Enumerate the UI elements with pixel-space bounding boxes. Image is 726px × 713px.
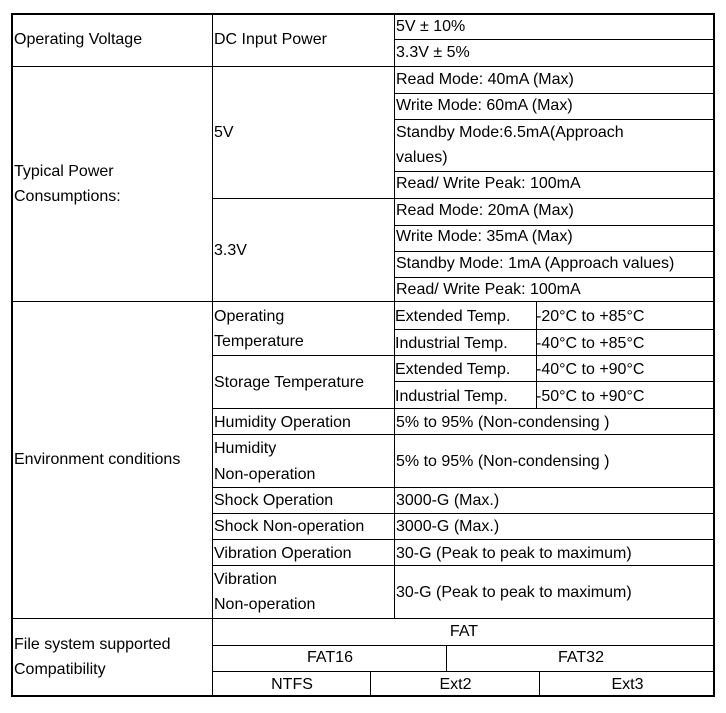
st-extended-temp-label: Extended Temp. [395, 361, 511, 378]
fs-ntfs: NTFS [271, 676, 313, 693]
power-3v3-label: 3.3V [214, 242, 247, 259]
power-3v3-standby: Standby Mode: 1mA (Approach values) [396, 255, 675, 272]
power-3v3-peak: Read/ Write Peak: 100mA [396, 281, 581, 298]
vibration-non-operation-line2: Non-operation [214, 596, 316, 613]
power-3v3-write: Write Mode: 35mA (Max) [396, 228, 573, 245]
operating-temp-line2: Temperature [214, 333, 304, 350]
fs-ext2: Ext2 [439, 676, 472, 693]
fs-fat: FAT [449, 623, 479, 640]
op-industrial-temp-value: -40°C to +85°C [536, 335, 645, 352]
environment-label: Environment conditions [14, 451, 181, 468]
op-industrial-temp-label: Industrial Temp. [395, 335, 508, 352]
filesystem-label-line1: File system supported [14, 636, 171, 653]
operating-temp-line1: Operating [214, 308, 285, 325]
vibration-operation-label: Vibration Operation [214, 545, 352, 562]
power-5v-standby-line2: values) [396, 149, 448, 166]
power-5v-label: 5V [214, 124, 234, 141]
power-label-line1: Typical Power [14, 163, 114, 180]
vibration-non-operation-value: 30-G (Peak to peak to maximum) [396, 584, 632, 601]
humidity-non-operation-line2: Non-operation [214, 466, 316, 483]
power-label-line2: Consumptions: [14, 188, 121, 205]
dc-input-power-label: DC Input Power [214, 31, 327, 48]
vibration-operation-value: 30-G (Peak to peak to maximum) [396, 545, 632, 562]
filesystem-label-line2: Compatibility [14, 661, 106, 678]
shock-non-operation-value: 3000-G (Max.) [396, 518, 500, 535]
op-extended-temp-label: Extended Temp. [395, 308, 511, 325]
spec-table [11, 13, 715, 697]
humidity-operation-value: 5% to 95% (Non-condensing ) [396, 414, 610, 431]
st-extended-temp-value: -40°C to +90°C [536, 361, 645, 378]
shock-operation-label: Shock Operation [214, 492, 334, 509]
vibration-non-operation-line1: Vibration [214, 571, 277, 588]
storage-temp-label: Storage Temperature [214, 374, 365, 391]
st-industrial-temp-value: -50°C to +90°C [536, 388, 645, 405]
power-5v-read: Read Mode: 40mA (Max) [396, 71, 574, 88]
power-5v-standby-line1: Standby Mode:6.5mA(Approach [396, 124, 624, 141]
st-industrial-temp-label: Industrial Temp. [395, 388, 508, 405]
power-3v3-read: Read Mode: 20mA (Max) [396, 202, 574, 219]
power-5v-write: Write Mode: 60mA (Max) [396, 97, 573, 114]
fs-ext3: Ext3 [611, 676, 644, 693]
humidity-non-operation-value: 5% to 95% (Non-condensing ) [396, 453, 610, 470]
humidity-non-operation-line1: Humidity [214, 440, 277, 457]
shock-non-operation-label: Shock Non-operation [214, 518, 365, 535]
operating-voltage-label: Operating Voltage [14, 31, 143, 48]
fs-fat32: FAT32 [558, 649, 604, 666]
voltage-5v-value: 5V ± 10% [396, 18, 466, 35]
voltage-3v3-value: 3.3V ± 5% [396, 44, 470, 61]
shock-operation-value: 3000-G (Max.) [396, 492, 500, 509]
humidity-operation-label: Humidity Operation [214, 414, 351, 431]
op-extended-temp-value: -20°C to +85°C [536, 308, 645, 325]
fs-fat16: FAT16 [307, 649, 353, 666]
power-5v-peak: Read/ Write Peak: 100mA [396, 175, 581, 192]
